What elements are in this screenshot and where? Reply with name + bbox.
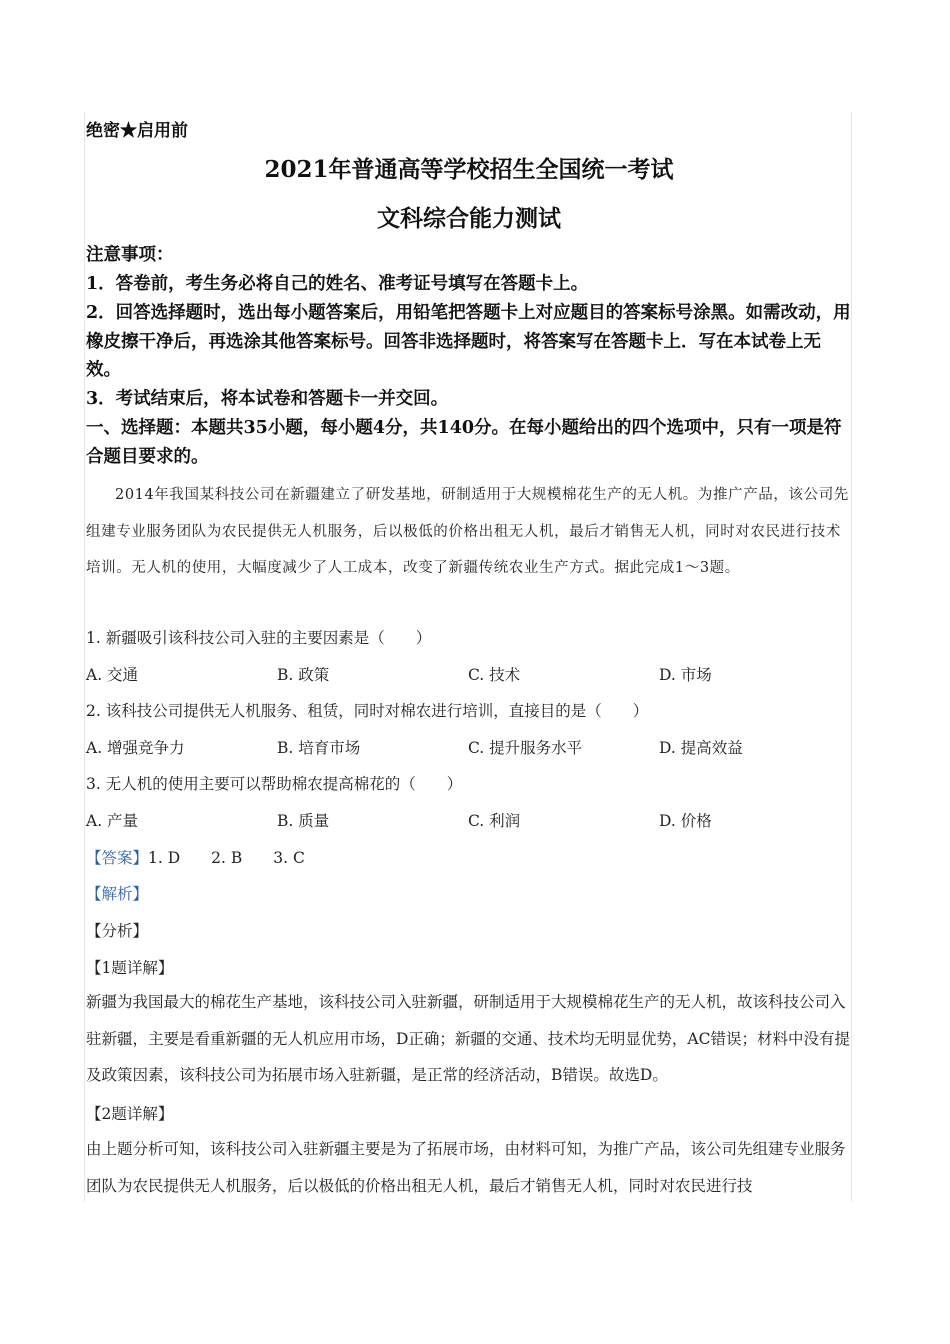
question-3-stem: 3. 无人机的使用主要可以帮助棉农提高棉花的（ ） [86,775,463,793]
question-2-options [86,736,852,758]
q1-explanation: 新疆为我国最大的棉花生产基地，该科技公司入驻新疆，研制适用于大规模棉花生产的无人机，故该科技公司入驻新疆，主要是看重新疆的无人机应用市场，D正确；新疆的交通、技术均无明显优势，AC错误；材料中没有提及政策因素，该科技公司为拓展市场入驻新疆，是正常的经济活动，B错误。故选D。 [86,993,850,1085]
q2-detail-tag: 【2题详解】 [86,1105,174,1123]
option-c: C. 技术 [468,666,521,684]
answer-line [86,846,852,868]
option-a: A. 产量 [86,812,139,830]
section-heading: 一、选择题：本题共35小题，每小题4分，共140分。在每小题给出的四个选项中，只有一项是符合题目要求的。 [86,418,842,467]
confidential-label: 绝密★启用前 [86,121,188,141]
option-d: D. 市场 [659,666,712,684]
q1-detail-tag: 【1题详解】 [86,959,174,977]
question-1-stem: 1. 新疆吸引该科技公司入驻的主要因素是（ ） [86,629,432,647]
exam-subtitle: 文科综合能力测试 [377,205,561,232]
notice-item-3: 3．考试结束后，将本试卷和答题卡一并交回。 [86,389,449,409]
question-3-options [86,809,852,831]
answer-text: 1. D 2. B 3. C [148,849,305,867]
answer-tag: 【答案】 [86,849,149,867]
question-2-stem: 2. 该科技公司提供无人机服务、租赁，同时对棉农进行培训，直接目的是（ ） [86,702,649,720]
option-b: B. 政策 [277,666,330,684]
option-b: B. 质量 [277,812,330,830]
option-a: A. 增强竞争力 [86,739,185,757]
exam-title: 2021年普通高等学校招生全国统一考试 [264,156,674,183]
option-d: D. 提高效益 [659,739,743,757]
notice-item-2: 2．回答选择题时，选出每小题答案后，用铅笔把答题卡上对应题目的答案标号涂黑。如需改动，用橡皮擦干净后，再选涂其他答案标号。回答非选择题时，将答案写在答题卡上．写在本试卷上无效。 [86,303,851,380]
notice-item-1: 1．答卷前，考生务必将自己的姓名、准考证号填写在答题卡上。 [86,274,589,294]
option-c: C. 利润 [468,812,521,830]
q2-explanation: 由上题分析可知，该科技公司入驻新疆主要是为了拓展市场，由材料可知，为推广产品，该公司先组建专业服务团队为农民提供无人机服务，后以极低的价格出租无人机，最后才销售无人机，同时对农民进行技 [86,1140,846,1195]
fenxi-tag: 【分析】 [86,922,149,940]
notice-heading: 注意事项： [86,245,174,265]
option-d: D. 价格 [659,812,712,830]
jiexi-tag: 【解析】 [86,885,149,903]
option-c: C. 提升服务水平 [468,739,583,757]
option-b: B. 培育市场 [277,739,361,757]
question-1-options [86,663,852,685]
option-a: A. 交通 [86,666,139,684]
reading-passage: 2014年我国某科技公司在新疆建立了研发基地，研制适用于大规模棉花生产的无人机。为推广产品，该公司先组建专业服务团队为农民提供无人机服务，后以极低的价格出租无人机，最后才销售无人机，同时对农民进行技术培训。无人机的使用，大幅度减少了人工成本，改变了新疆传统农业生产方式。据此完成1～3题。 [86,487,849,576]
